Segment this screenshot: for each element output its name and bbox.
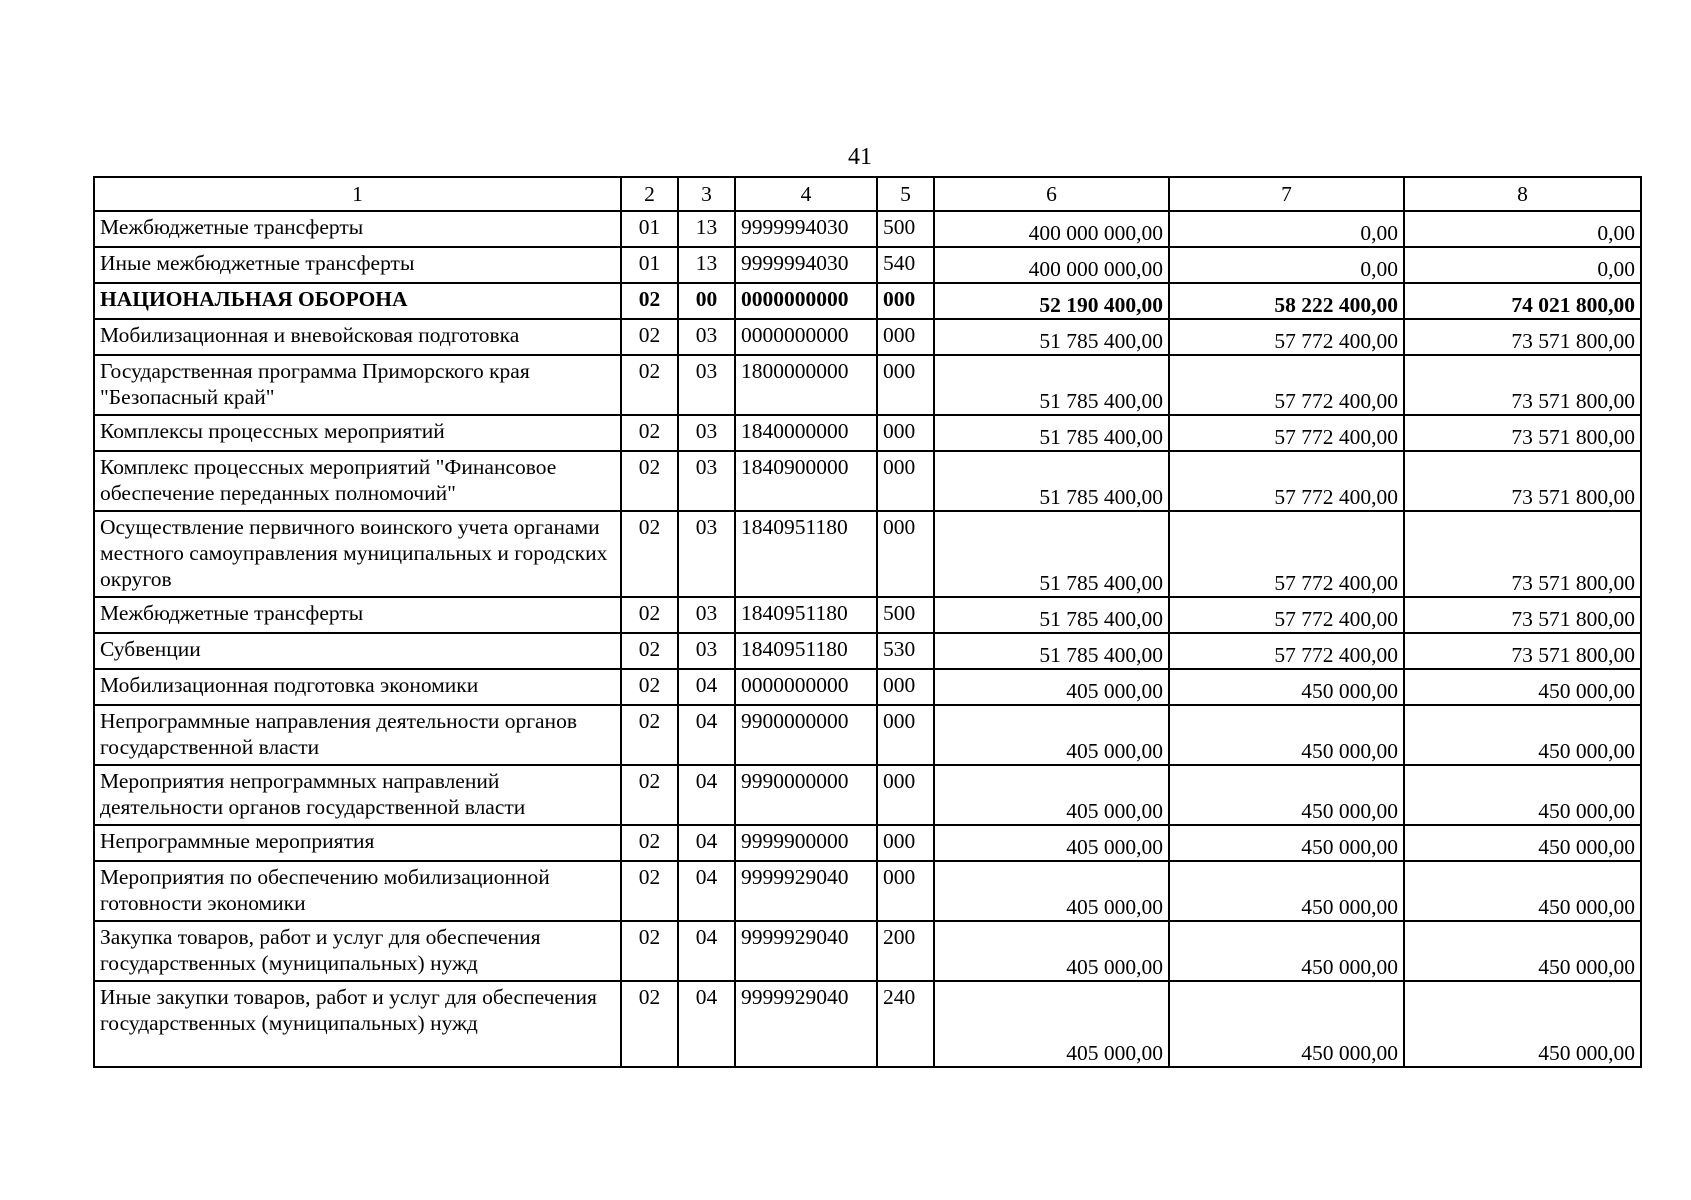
column-header: 1	[94, 177, 621, 211]
amount-col7-cell: 57 772 400,00	[1169, 415, 1404, 451]
expense-type-cell: 000	[877, 705, 934, 765]
section-code-cell: 02	[621, 597, 678, 633]
table-row	[94, 451, 1641, 511]
amount-col7-cell: 57 772 400,00	[1169, 511, 1404, 597]
table-row	[94, 319, 1641, 355]
column-header: 7	[1169, 177, 1404, 211]
subsection-code-cell: 03	[678, 451, 735, 511]
target-article-cell: 1840900000	[735, 451, 877, 511]
table-header-row	[94, 177, 1641, 211]
amount-col7-cell: 450 000,00	[1169, 861, 1404, 921]
expense-type-cell: 000	[877, 861, 934, 921]
column-header: 8	[1404, 177, 1641, 211]
row-name-cell: Комплекс процессных мероприятий "Финансовое обеспечение переданных полномочий"	[94, 451, 621, 511]
section-code-cell: 02	[621, 921, 678, 981]
amount-col8-cell: 450 000,00	[1404, 981, 1641, 1067]
target-article-cell: 9999929040	[735, 861, 877, 921]
table-row	[94, 247, 1641, 283]
target-article-cell: 9999929040	[735, 981, 877, 1067]
table-row	[94, 511, 1641, 597]
amount-col6-cell: 51 785 400,00	[934, 597, 1169, 633]
amount-col8-cell: 73 571 800,00	[1404, 597, 1641, 633]
expense-type-cell: 530	[877, 633, 934, 669]
amount-col8-cell: 450 000,00	[1404, 921, 1641, 981]
row-name-cell: Мобилизационная подготовка экономики	[94, 669, 621, 705]
expense-type-cell: 000	[877, 415, 934, 451]
row-name-cell: Мобилизационная и вневойсковая подготовка	[94, 319, 621, 355]
column-header: 5	[877, 177, 934, 211]
expense-type-cell: 000	[877, 319, 934, 355]
amount-col6-cell: 51 785 400,00	[934, 451, 1169, 511]
expense-type-cell: 000	[877, 355, 934, 415]
amount-col6-cell: 405 000,00	[934, 825, 1169, 861]
subsection-code-cell: 04	[678, 669, 735, 705]
subsection-code-cell: 00	[678, 283, 735, 319]
row-name-cell: Субвенции	[94, 633, 621, 669]
row-name-cell: Непрограммные направления деятельности органов государственной власти	[94, 705, 621, 765]
section-code-cell: 02	[621, 981, 678, 1067]
section-code-cell: 02	[621, 355, 678, 415]
row-name-cell: Межбюджетные трансферты	[94, 597, 621, 633]
expense-type-cell: 000	[877, 669, 934, 705]
row-name-cell: Мероприятия непрограммных направлений деятельности органов государственной власти	[94, 765, 621, 825]
expense-type-cell: 500	[877, 211, 934, 247]
amount-col8-cell: 0,00	[1404, 211, 1641, 247]
target-article-cell: 9999994030	[735, 211, 877, 247]
expense-type-cell: 200	[877, 921, 934, 981]
amount-col7-cell: 450 000,00	[1169, 765, 1404, 825]
amount-col6-cell: 405 000,00	[934, 669, 1169, 705]
subsection-code-cell: 13	[678, 247, 735, 283]
section-code-cell: 02	[621, 415, 678, 451]
amount-col8-cell: 73 571 800,00	[1404, 415, 1641, 451]
subsection-code-cell: 04	[678, 981, 735, 1067]
amount-col6-cell: 400 000 000,00	[934, 211, 1169, 247]
expense-type-cell: 000	[877, 451, 934, 511]
subsection-code-cell: 04	[678, 921, 735, 981]
section-code-cell: 02	[621, 633, 678, 669]
target-article-cell: 0000000000	[735, 283, 877, 319]
target-article-cell: 0000000000	[735, 319, 877, 355]
row-name-cell: Иные межбюджетные трансферты	[94, 247, 621, 283]
target-article-cell: 9900000000	[735, 705, 877, 765]
row-name-cell: Непрограммные мероприятия	[94, 825, 621, 861]
table-row	[94, 283, 1641, 319]
target-article-cell: 1840951180	[735, 511, 877, 597]
table-row	[94, 415, 1641, 451]
amount-col6-cell: 400 000 000,00	[934, 247, 1169, 283]
target-article-cell: 1840000000	[735, 415, 877, 451]
subsection-code-cell: 03	[678, 415, 735, 451]
subsection-code-cell: 03	[678, 319, 735, 355]
section-code-cell: 02	[621, 283, 678, 319]
row-name-cell: Межбюджетные трансферты	[94, 211, 621, 247]
table-row	[94, 597, 1641, 633]
amount-col6-cell: 51 785 400,00	[934, 633, 1169, 669]
amount-col7-cell: 450 000,00	[1169, 825, 1404, 861]
subsection-code-cell: 03	[678, 355, 735, 415]
table-row	[94, 861, 1641, 921]
amount-col7-cell: 0,00	[1169, 247, 1404, 283]
amount-col7-cell: 450 000,00	[1169, 981, 1404, 1067]
expense-type-cell: 000	[877, 511, 934, 597]
subsection-code-cell: 04	[678, 825, 735, 861]
target-article-cell: 1800000000	[735, 355, 877, 415]
amount-col6-cell: 52 190 400,00	[934, 283, 1169, 319]
subsection-code-cell: 04	[678, 765, 735, 825]
amount-col6-cell: 51 785 400,00	[934, 415, 1169, 451]
target-article-cell: 1840951180	[735, 633, 877, 669]
table-row	[94, 705, 1641, 765]
target-article-cell: 0000000000	[735, 669, 877, 705]
amount-col8-cell: 73 571 800,00	[1404, 319, 1641, 355]
section-code-cell: 02	[621, 451, 678, 511]
amount-col7-cell: 57 772 400,00	[1169, 355, 1404, 415]
amount-col6-cell: 51 785 400,00	[934, 319, 1169, 355]
amount-col6-cell: 405 000,00	[934, 705, 1169, 765]
budget-table	[93, 176, 1642, 1068]
amount-col6-cell: 405 000,00	[934, 861, 1169, 921]
amount-col7-cell: 57 772 400,00	[1169, 451, 1404, 511]
amount-col8-cell: 450 000,00	[1404, 669, 1641, 705]
amount-col8-cell: 74 021 800,00	[1404, 283, 1641, 319]
section-code-cell: 02	[621, 825, 678, 861]
row-name-cell: Комплексы процессных мероприятий	[94, 415, 621, 451]
target-article-cell: 9999929040	[735, 921, 877, 981]
column-header: 2	[621, 177, 678, 211]
row-name-cell: Иные закупки товаров, работ и услуг для обеспечения государственных (муниципальных) нужд	[94, 981, 621, 1067]
table-row	[94, 825, 1641, 861]
expense-type-cell: 240	[877, 981, 934, 1067]
target-article-cell: 9999900000	[735, 825, 877, 861]
amount-col7-cell: 57 772 400,00	[1169, 633, 1404, 669]
section-code-cell: 02	[621, 861, 678, 921]
row-name-cell: НАЦИОНАЛЬНАЯ ОБОРОНА	[94, 283, 621, 319]
section-code-cell: 02	[621, 705, 678, 765]
table-row	[94, 355, 1641, 415]
table-row	[94, 211, 1641, 247]
amount-col7-cell: 57 772 400,00	[1169, 319, 1404, 355]
table-body	[94, 211, 1641, 1067]
amount-col7-cell: 450 000,00	[1169, 921, 1404, 981]
amount-col7-cell: 450 000,00	[1169, 669, 1404, 705]
table-row	[94, 765, 1641, 825]
amount-col6-cell: 405 000,00	[934, 981, 1169, 1067]
target-article-cell: 9990000000	[735, 765, 877, 825]
amount-col6-cell: 405 000,00	[934, 765, 1169, 825]
subsection-code-cell: 03	[678, 633, 735, 669]
expense-type-cell: 000	[877, 825, 934, 861]
amount-col7-cell: 57 772 400,00	[1169, 597, 1404, 633]
amount-col8-cell: 73 571 800,00	[1404, 511, 1641, 597]
amount-col8-cell: 73 571 800,00	[1404, 633, 1641, 669]
section-code-cell: 02	[621, 765, 678, 825]
target-article-cell: 9999994030	[735, 247, 877, 283]
amount-col6-cell: 405 000,00	[934, 921, 1169, 981]
section-code-cell: 01	[621, 247, 678, 283]
subsection-code-cell: 03	[678, 597, 735, 633]
expense-type-cell: 000	[877, 765, 934, 825]
subsection-code-cell: 13	[678, 211, 735, 247]
subsection-code-cell: 03	[678, 511, 735, 597]
column-header: 4	[735, 177, 877, 211]
section-code-cell: 02	[621, 669, 678, 705]
table-row	[94, 921, 1641, 981]
amount-col8-cell: 73 571 800,00	[1404, 355, 1641, 415]
amount-col7-cell: 450 000,00	[1169, 705, 1404, 765]
amount-col8-cell: 450 000,00	[1404, 825, 1641, 861]
table-row	[94, 633, 1641, 669]
target-article-cell: 1840951180	[735, 597, 877, 633]
expense-type-cell: 000	[877, 283, 934, 319]
page-number: 41	[848, 144, 872, 170]
section-code-cell: 02	[621, 319, 678, 355]
amount-col8-cell: 450 000,00	[1404, 705, 1641, 765]
amount-col6-cell: 51 785 400,00	[934, 511, 1169, 597]
subsection-code-cell: 04	[678, 705, 735, 765]
subsection-code-cell: 04	[678, 861, 735, 921]
section-code-cell: 01	[621, 211, 678, 247]
amount-col7-cell: 58 222 400,00	[1169, 283, 1404, 319]
expense-type-cell: 500	[877, 597, 934, 633]
column-header: 3	[678, 177, 735, 211]
expense-type-cell: 540	[877, 247, 934, 283]
table-row	[94, 669, 1641, 705]
row-name-cell: Закупка товаров, работ и услуг для обеспечения государственных (муниципальных) нужд	[94, 921, 621, 981]
row-name-cell: Государственная программа Приморского края "Безопасный край"	[94, 355, 621, 415]
section-code-cell: 02	[621, 511, 678, 597]
amount-col8-cell: 0,00	[1404, 247, 1641, 283]
amount-col7-cell: 0,00	[1169, 211, 1404, 247]
amount-col8-cell: 450 000,00	[1404, 765, 1641, 825]
row-name-cell: Осуществление первичного воинского учета органами местного самоуправления муниципальных и городских округов	[94, 511, 621, 597]
row-name-cell: Мероприятия по обеспечению мобилизационной готовности экономики	[94, 861, 621, 921]
amount-col6-cell: 51 785 400,00	[934, 355, 1169, 415]
amount-col8-cell: 450 000,00	[1404, 861, 1641, 921]
amount-col8-cell: 73 571 800,00	[1404, 451, 1641, 511]
column-header: 6	[934, 177, 1169, 211]
table-row	[94, 981, 1641, 1067]
